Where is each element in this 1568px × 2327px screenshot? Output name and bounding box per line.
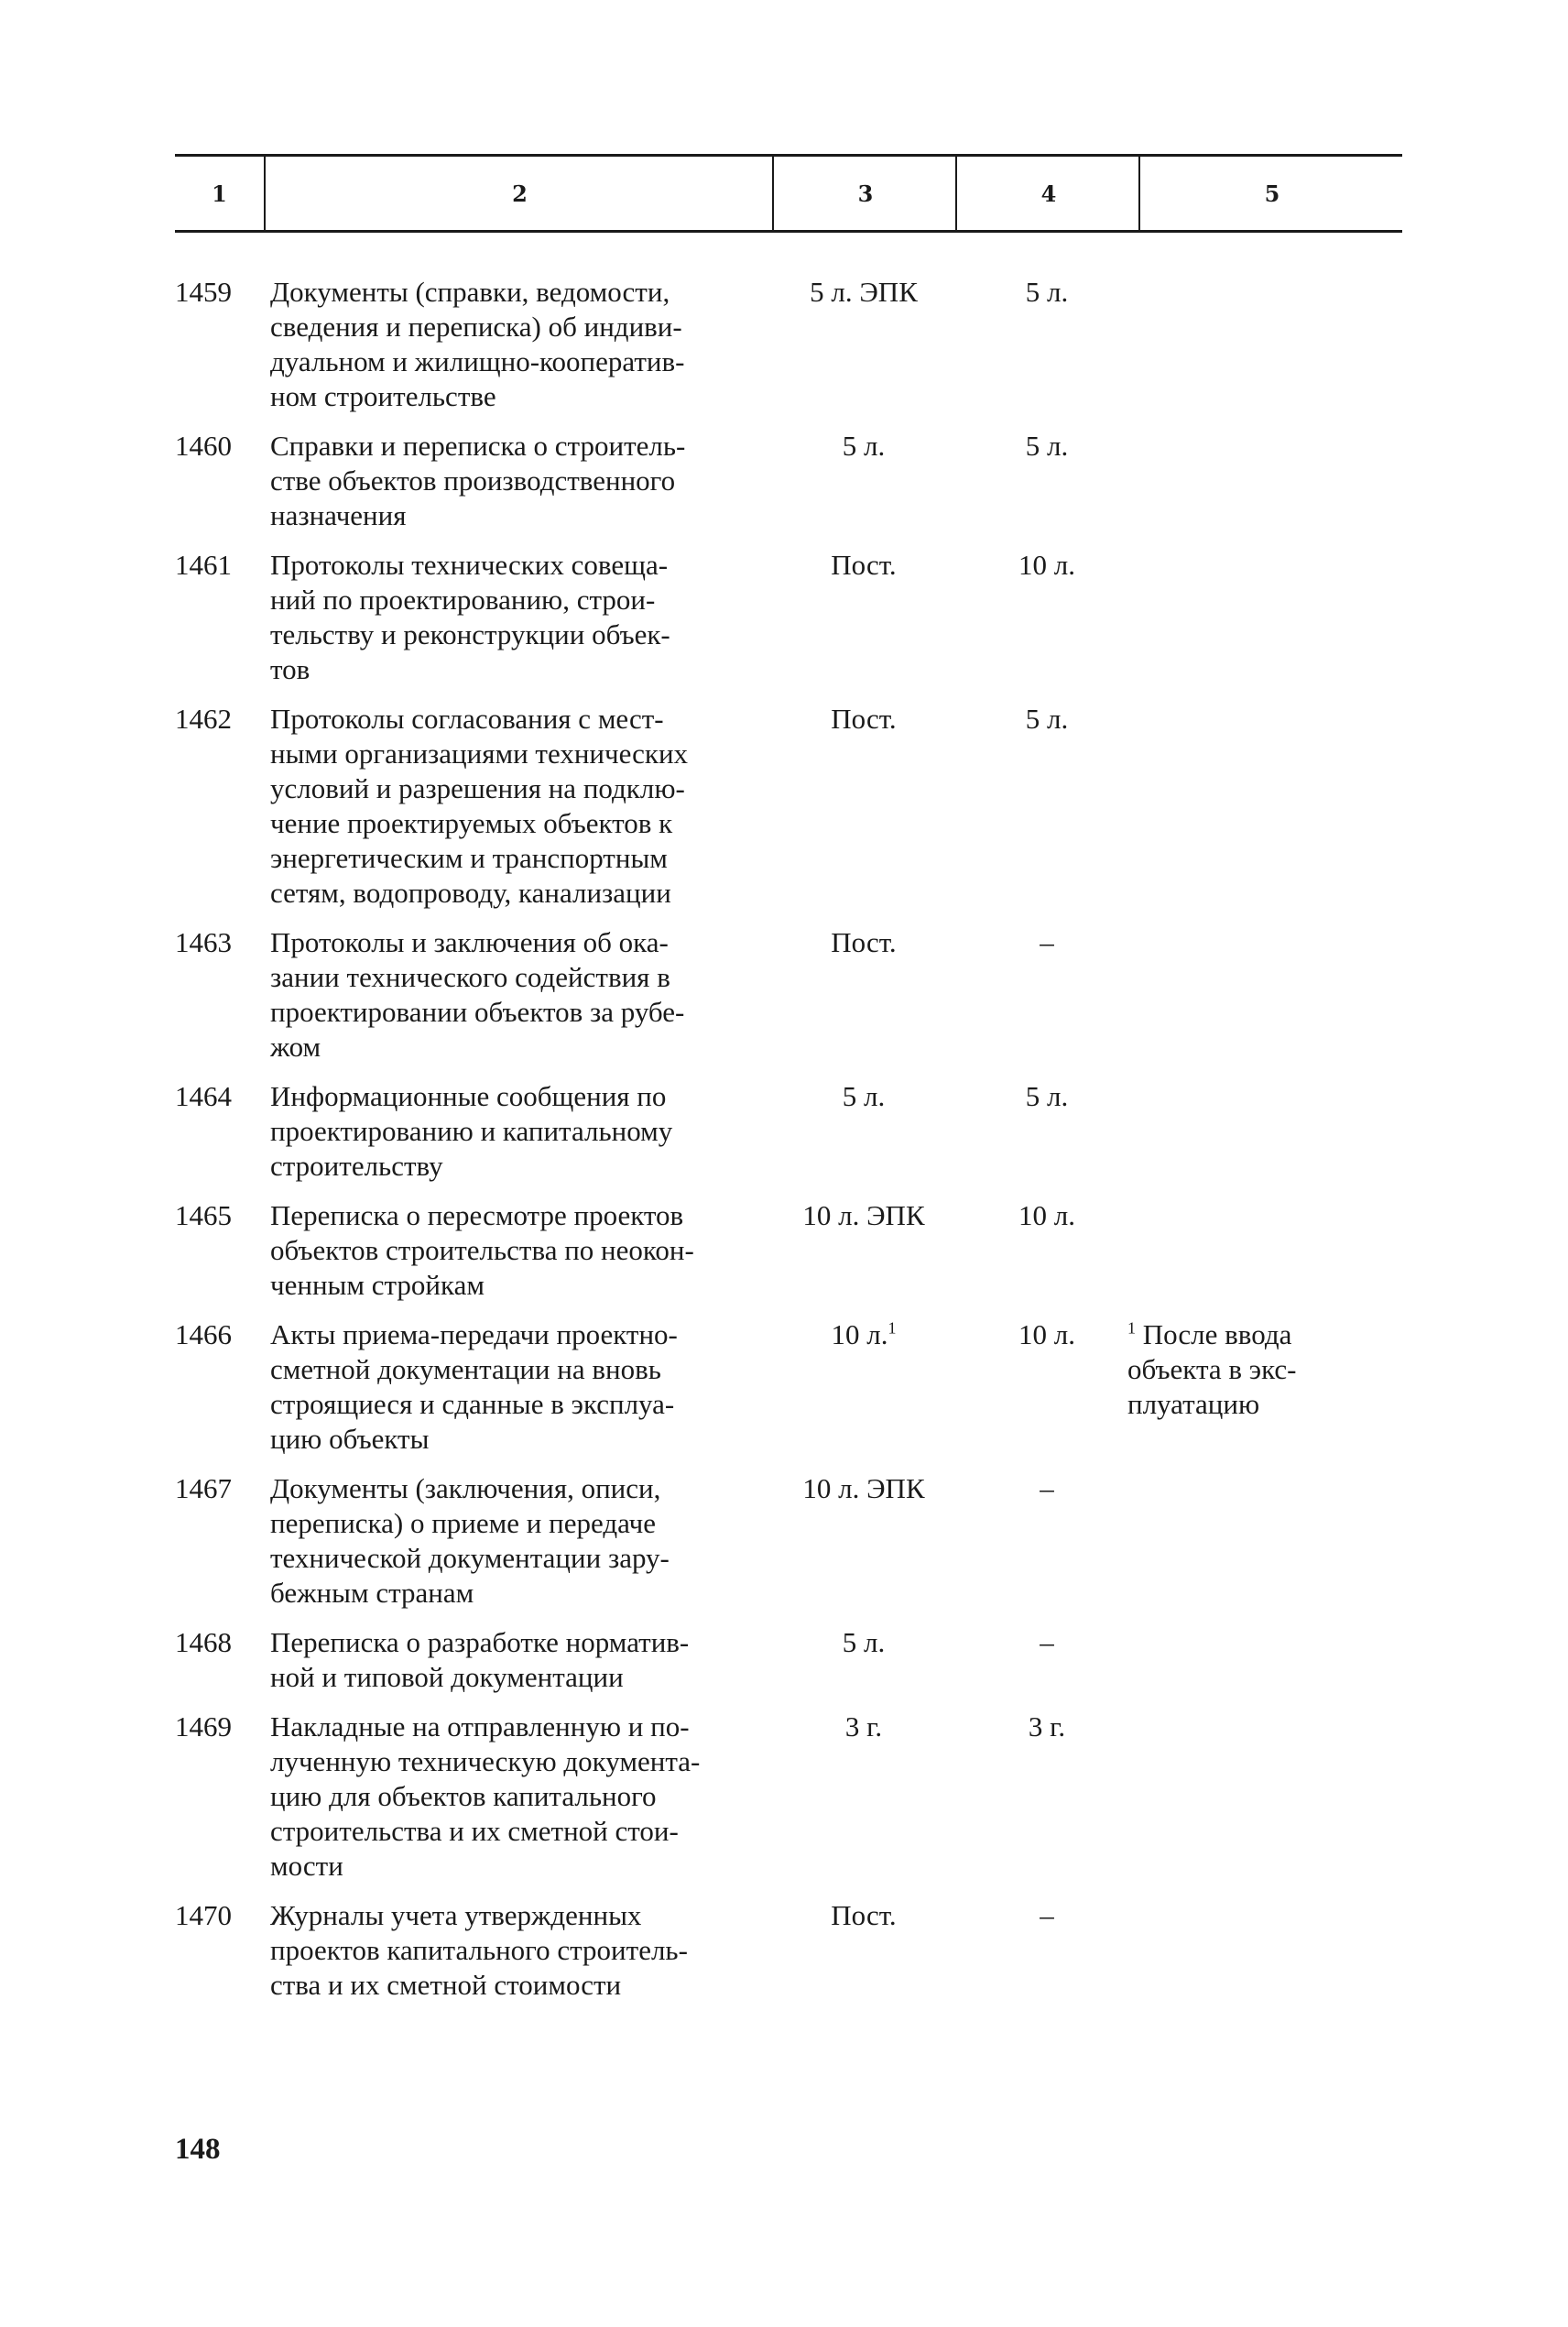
article-number: 1459	[175, 276, 232, 308]
column-header-5: 5	[1138, 157, 1404, 230]
article-description: Справки и переписка о строитель- стве объектов производственного назначения	[270, 430, 686, 531]
retention-term-alt: –	[1040, 1472, 1054, 1504]
table-body	[175, 275, 1402, 2017]
article-description: Информационные сообщения по проектированию и капитальному строительству	[270, 1080, 673, 1182]
retention-term-alt: 10 л.	[1018, 1199, 1075, 1231]
table-row	[175, 1079, 1402, 1184]
article-description: Протоколы согласования с мест- ными организациями технических условий и разрешения на подклю- чение проектируемых объектов к энергетическим и транспортным сетям, водопроводу, канализации	[270, 703, 689, 909]
retention-term-alt: –	[1040, 1899, 1054, 1931]
retention-term-alt: 5 л.	[1025, 430, 1069, 462]
article-description: Акты приема-передачи проектно- сметной документации на вновь строящиеся и сданные в эксплуа- цию объекты	[270, 1318, 678, 1455]
column-header-3: 3	[772, 157, 957, 230]
footnote-marker: 1	[1127, 1318, 1136, 1338]
article-description: Документы (справки, ведомости, сведения и переписка) об индиви- дуальном и жилищно-кооператив- ном строительстве	[270, 276, 685, 412]
retention-term: 5 л.	[842, 1080, 886, 1112]
retention-term-alt: 3 г.	[1028, 1710, 1066, 1743]
article-number: 1464	[175, 1080, 232, 1112]
article-number: 1469	[175, 1710, 232, 1743]
retention-term	[772, 1317, 955, 1352]
table-row	[175, 1317, 1402, 1457]
table-row	[175, 925, 1402, 1065]
article-description: Протоколы технических совеща- ний по проектированию, строи- тельству и реконструкции объек- тов	[270, 549, 670, 685]
table-row	[175, 275, 1402, 414]
retention-term-value: 10 л.	[831, 1318, 888, 1350]
retention-term: Пост.	[831, 1899, 897, 1931]
article-number: 1467	[175, 1472, 232, 1504]
article-description: Накладные на отправленную и по- лученную техническую документа- цию для объектов капитального строительства и их сметной стои- мости	[270, 1710, 701, 1882]
retention-term: 5 л.	[842, 1626, 886, 1658]
article-number: 1468	[175, 1626, 232, 1658]
retention-term: 10 л. ЭПК	[802, 1199, 925, 1231]
table-header	[175, 154, 1402, 233]
article-number: 1466	[175, 1318, 232, 1350]
table-row	[175, 1625, 1402, 1695]
table-row	[175, 548, 1402, 687]
retention-term: Пост.	[831, 549, 897, 581]
article-note	[1127, 1317, 1421, 1422]
retention-term-alt: –	[1040, 926, 1054, 958]
retention-term: Пост.	[831, 703, 897, 735]
column-header-1: 1	[212, 180, 227, 207]
table-row	[175, 702, 1402, 911]
retention-term: 10 л. ЭПК	[802, 1472, 925, 1504]
article-description: Документы (заключения, описи, переписка) о приеме и передаче технической документации зару- бежным странам	[270, 1472, 670, 1609]
table-row	[175, 1198, 1402, 1303]
article-number: 1470	[175, 1899, 232, 1931]
retention-term-alt: 10 л.	[1018, 1318, 1075, 1350]
page-number: 148	[175, 2133, 221, 2166]
article-number: 1462	[175, 703, 232, 735]
retention-term-alt: 5 л.	[1025, 1080, 1069, 1112]
retention-term: 3 г.	[844, 1710, 883, 1743]
retention-term-alt: 5 л.	[1025, 703, 1069, 735]
article-number: 1461	[175, 549, 232, 581]
retention-term: 5 л.	[842, 430, 886, 462]
footnote-text: После ввода объекта в экс- плуатацию	[1127, 1318, 1297, 1420]
article-description: Переписка о пересмотре проектов объектов строительства по неокон- ченным стройкам	[270, 1199, 694, 1301]
article-number: 1465	[175, 1199, 232, 1231]
table-row	[175, 1898, 1402, 2003]
article-description: Переписка о разработке норматив- ной и типовой документации	[270, 1626, 690, 1693]
retention-term: Пост.	[831, 926, 897, 958]
retention-term-alt: 5 л.	[1025, 276, 1069, 308]
table-row	[175, 1710, 1402, 1884]
article-number: 1463	[175, 926, 232, 958]
footnote-marker: 1	[887, 1318, 897, 1338]
retention-term-alt: 10 л.	[1018, 549, 1075, 581]
article-description: Журналы учета утвержденных проектов капитального строитель- ства и их сметной стоимости	[270, 1899, 688, 2001]
article-description: Протоколы и заключения об ока- зании технического содействия в проектировании объектов за рубе- жом	[270, 926, 685, 1063]
article-number: 1460	[175, 430, 232, 462]
column-header-4: 4	[955, 157, 1140, 230]
table-row	[175, 1471, 1402, 1611]
retention-term: 5 л. ЭПК	[810, 276, 918, 308]
table-row	[175, 429, 1402, 533]
column-header-2: 2	[264, 157, 774, 230]
retention-term-alt: –	[1040, 1626, 1054, 1658]
